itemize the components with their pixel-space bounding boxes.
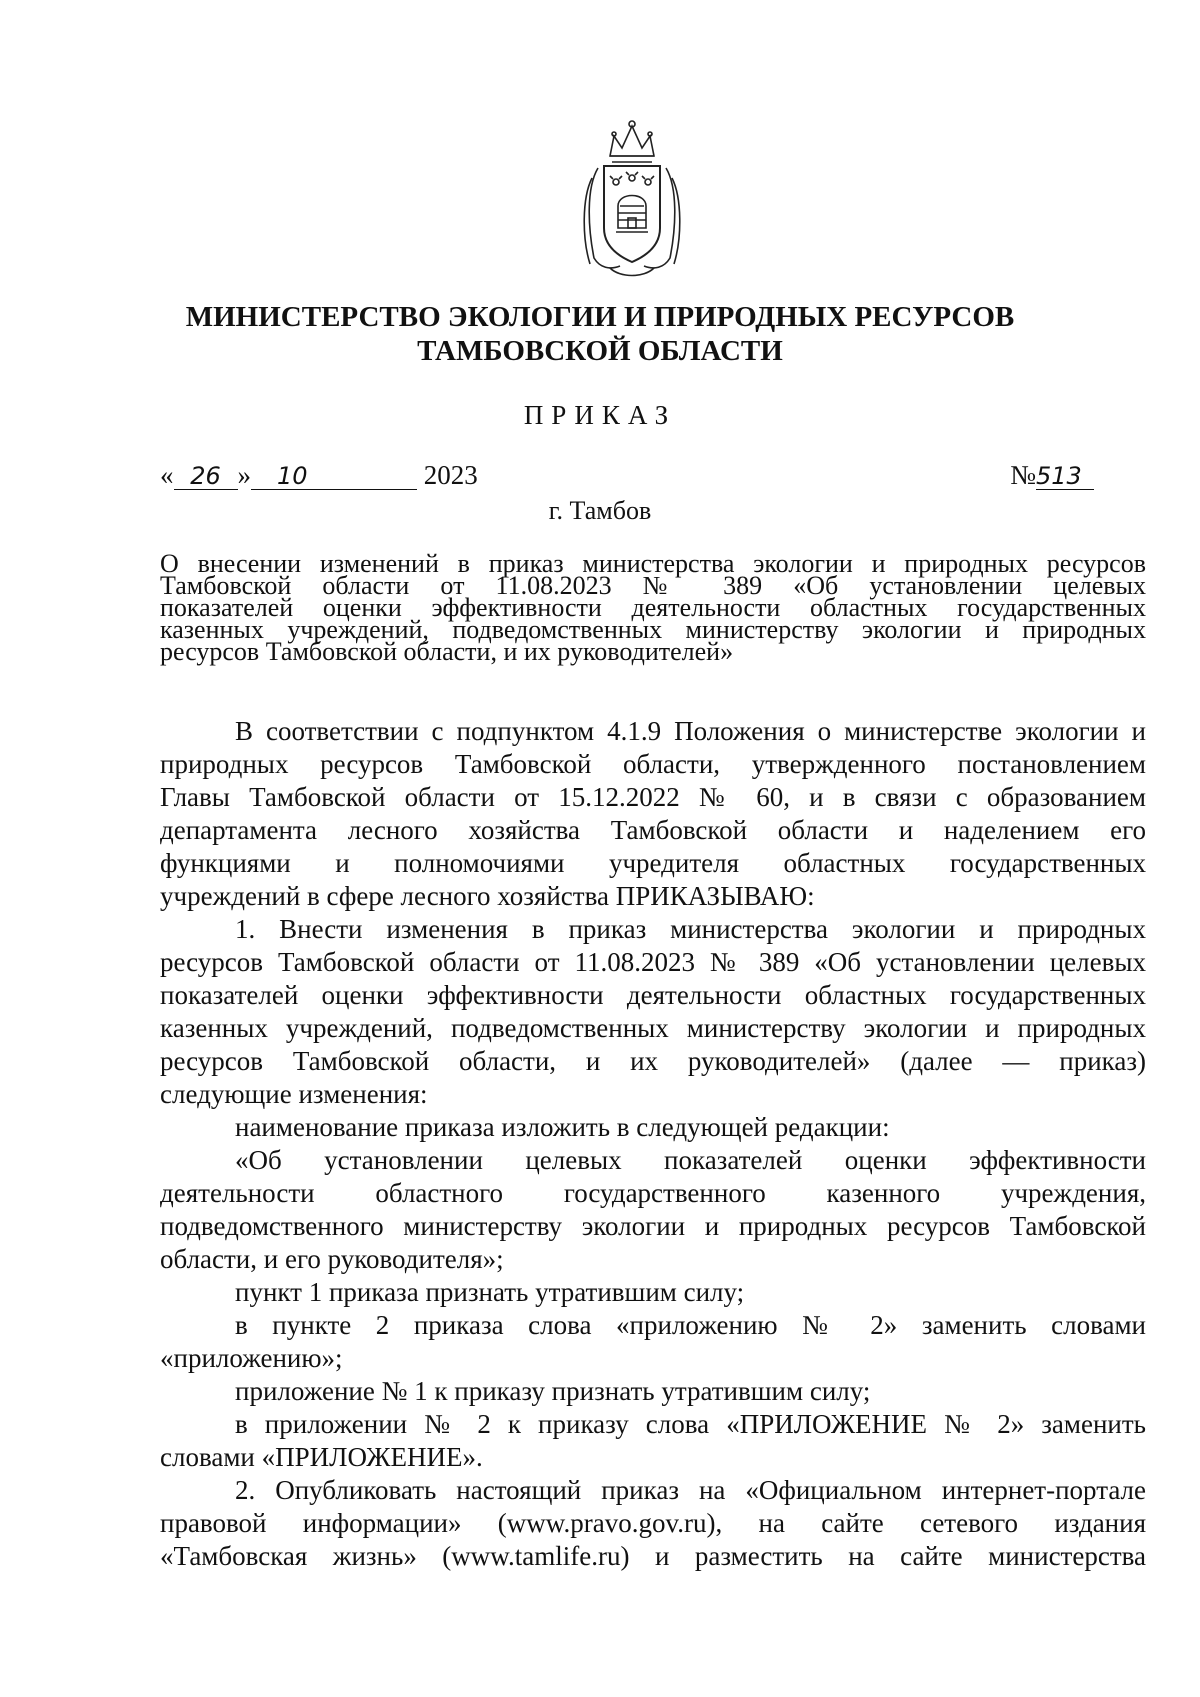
body-line: области, и его руководителя»; xyxy=(160,1244,504,1274)
tambov-coat-of-arms-icon xyxy=(580,118,684,278)
body-line: правовой информации» (www.pravo.gov.ru), на сайте сетевого издания xyxy=(160,1508,1146,1538)
order-city: г. Тамбов xyxy=(548,496,652,525)
body-line: наименование приказа изложить в следующей редакции: xyxy=(235,1112,890,1142)
body-line: приложение № 1 к приказу признать утратившим силу; xyxy=(235,1376,871,1406)
body-line: учреждений в сфере лесного хозяйства ПРИКАЗЫВАЮ: xyxy=(160,881,815,911)
order-number xyxy=(1010,460,1094,491)
body-line: департамента лесного хозяйства Тамбовской области и наделением его xyxy=(160,815,1146,845)
paragraph-point-2-change xyxy=(160,1309,1146,1375)
paragraph-item-1 xyxy=(160,913,1146,1111)
ministry-name-line-2: ТАМБОВСКОЙ ОБЛАСТИ xyxy=(417,335,783,367)
order-body xyxy=(160,715,1146,1573)
subject-line: ресурсов Тамбовской области, и их руководителей» xyxy=(160,637,734,666)
order-date xyxy=(160,460,478,491)
order-month: 10 xyxy=(251,463,417,490)
paragraph-annex-2-change xyxy=(160,1408,1146,1474)
body-line: подведомственного министерству экологии и природных ресурсов Тамбовской xyxy=(160,1211,1146,1241)
order-number-prefix: № xyxy=(1010,460,1036,490)
body-line: «приложению»; xyxy=(160,1343,343,1373)
date-close-quote: » xyxy=(237,460,251,490)
order-number-value: 513 xyxy=(1036,463,1094,490)
paragraph-point-1-void xyxy=(160,1276,1146,1309)
subject-line: Тамбовской области от 11.08.2023 № 389 «Об установлении целевых xyxy=(160,571,1146,600)
paragraph-annex-1-void xyxy=(160,1375,1146,1408)
document-type: ПРИКАЗ xyxy=(523,400,677,430)
paragraph-preamble xyxy=(160,715,1146,913)
body-line: показателей оценки эффективности деятельности областных государственных xyxy=(160,980,1146,1010)
paragraph-new-title xyxy=(160,1144,1146,1276)
body-line: «Тамбовская жизнь» (www.tamlife.ru) и разместить на сайте министерства xyxy=(160,1541,1146,1571)
body-line: ресурсов Тамбовской области, и их руководителей» (далее — приказ) xyxy=(160,1046,1146,1076)
order-year: 2023 xyxy=(423,460,478,490)
body-line: 2. Опубликовать настоящий приказ на «Официальном интернет-портале xyxy=(235,1475,1146,1505)
order-subject xyxy=(160,549,1146,666)
subject-line: показателей оценки эффективности деятельности областных государственных xyxy=(160,593,1146,622)
body-line: деятельности областного государственного казенного учреждения, xyxy=(160,1178,1146,1208)
body-line: в приложении № 2 к приказу слова «ПРИЛОЖЕНИЕ № 2» заменить xyxy=(235,1409,1146,1439)
body-line: функциями и полномочиями учредителя областных государственных xyxy=(160,848,1146,878)
body-line: в пункте 2 приказа слова «приложению № 2» заменить словами xyxy=(235,1310,1146,1340)
body-line: «Об установлении целевых показателей оценки эффективности xyxy=(235,1145,1146,1175)
paragraph-title-change xyxy=(160,1111,1146,1144)
subject-line: казенных учреждений, подведомственных министерству экологии и природных xyxy=(160,615,1146,644)
body-line: ресурсов Тамбовской области от 11.08.2023 № 389 «Об установлении целевых xyxy=(160,947,1146,977)
body-line: Главы Тамбовской области от 15.12.2022 № 60, и в связи с образованием xyxy=(160,782,1146,812)
body-line: 1. Внести изменения в приказ министерства экологии и природных xyxy=(235,914,1146,944)
body-line: казенных учреждений, подведомственных министерству экологии и природных xyxy=(160,1013,1146,1043)
ministry-name-line-1: МИНИСТЕРСТВО ЭКОЛОГИИ И ПРИРОДНЫХ РЕСУРСОВ xyxy=(185,301,1015,333)
ministry-name xyxy=(160,300,1040,368)
date-open-quote: « xyxy=(160,460,174,490)
body-line: В соответствии с подпунктом 4.1.9 Положения о министерстве экологии и xyxy=(235,716,1146,746)
order-day: 26 xyxy=(174,463,238,490)
body-line: природных ресурсов Тамбовской области, утвержденного постановлением xyxy=(160,749,1146,779)
body-line: словами «ПРИЛОЖЕНИЕ». xyxy=(160,1442,483,1472)
paragraph-item-2 xyxy=(160,1474,1146,1573)
subject-line: О внесении изменений в приказ министерства экологии и природных ресурсов xyxy=(160,549,1146,578)
body-line: следующие изменения: xyxy=(160,1079,428,1109)
body-line: пункт 1 приказа признать утратившим силу; xyxy=(235,1277,745,1307)
